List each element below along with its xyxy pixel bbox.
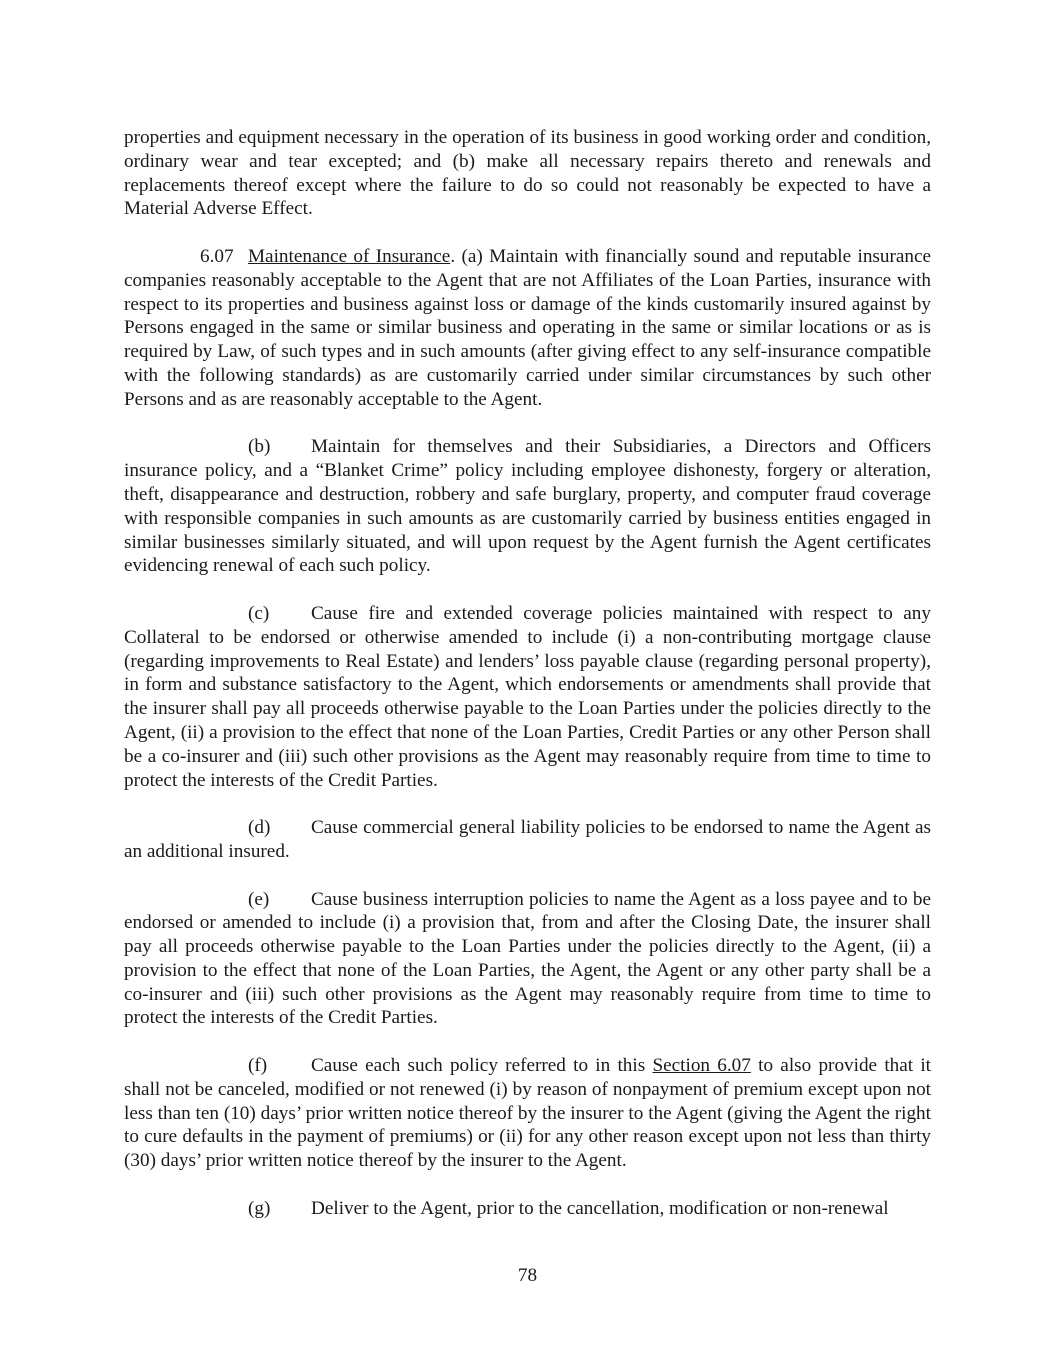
page-number: 78 bbox=[517, 1265, 538, 1286]
clause-text-continued: to also provide that it shall not be canceled, modified or not renewed (i) by reason of nonpayment of premium except upon not less than ten (10) days’ prior written notice thereof by the insurer to the Agent (giving the Agent the right to cure defaults in the payment of premiums) or (ii) for any other reason except upon not less than thirty (30) days’ prior written notice thereof by the insurer to the Agent. bbox=[124, 1055, 932, 1172]
clause-text: Cause each such policy referred to in this bbox=[311, 1055, 646, 1077]
clause-b-paragraph bbox=[124, 435, 931, 578]
clause-text: Cause business interruption policies to name the Agent as a loss payee and to be endorsed or amended to include (i) a provision that, from and after the Closing Date, the insurer shall pay all proceeds otherwise payable to the Loan Parties under the policies directly to the Agent, (ii) a provision to the effect that none of the Loan Parties, the Agent, the Agent or any other party shall be a co-insurer and (iii) such other provisions as the Agent may reasonably require from time to time to protect the interests of the Credit Parties. bbox=[124, 888, 931, 1029]
clause-label: (g) bbox=[248, 1197, 271, 1219]
section-number: 6.07 bbox=[200, 245, 234, 267]
clause-c-paragraph bbox=[124, 602, 931, 792]
section-title: Maintenance of Insurance bbox=[248, 245, 451, 267]
clause-text: Deliver to the Agent, prior to the cancellation, modification or non-renewal bbox=[311, 1197, 889, 1219]
clause-d-paragraph bbox=[124, 816, 931, 864]
clause-g-paragraph bbox=[124, 1197, 931, 1221]
clause-f-paragraph bbox=[124, 1054, 931, 1173]
clause-label: (e) bbox=[248, 888, 270, 910]
clause-text: Cause fire and extended coverage policies maintained with respect to any Collateral to be endorsed or otherwise amended to include (i) a non-contributing mortgage clause (regarding improvements to Real Estate) and lenders’ loss payable clause (regarding personal property), in form and substance satisfactory to the Agent, which endorsements or amendments shall provide that the insurer shall pay all proceeds otherwise payable to the Loan Parties under the policies directly to the Agent, (ii) a provision to the effect that none of the Loan Parties, Credit Parties or any other Person shall be a co-insurer and (iii) such other provisions as the Agent may reasonably require from time to time to protect the interests of the Credit Parties. bbox=[124, 602, 931, 791]
intro-paragraph: properties and equipment necessary in the operation of its business in good working order and condition, ordinary wear and tear excepted; and (b) make all necessary repairs thereto and renewals and replacements thereof except where the failure to do so could not reasonably be expected to have a Material Adverse Effect. bbox=[124, 127, 931, 220]
clause-label: (c) bbox=[248, 602, 270, 624]
document-page bbox=[124, 126, 931, 1221]
clause-label: (b) bbox=[248, 436, 271, 458]
section-6-07-paragraph: 6.07 Maintenance of Insurance. (a) Maintain with financially sound and reputable insurance companies reasonably acceptable to the Agent that are not Affiliates of the Loan Parties, insurance with respect to its properties and business against loss or damage of the kinds customarily insured against by Persons engaged in the same or similar business and operating in the same or similar locations or as is required by Law, of such types and in such amounts (after giving effect to any self-insurance compatible with the following standards) as are customarily carried under similar circumstances by such other Persons and as are reasonably acceptable to the Agent. bbox=[124, 245, 932, 410]
clause-text: Maintain for themselves and their Subsidiaries, a Directors and Officers insurance policy, and a “Blanket Crime” policy including employee dishonesty, forgery or alteration, theft, disappearance and destruction, robbery and safe burglary, property, and computer fraud coverage with responsible companies in such amounts as are customarily carried by business entities engaged in similar businesses similarly situated, and will upon request by the Agent furnish the Agent certificates evidencing renewal of each such policy. bbox=[124, 436, 931, 577]
clause-text: Cause commercial general liability policies to be endorsed to name the Agent as an additional insured. bbox=[124, 817, 931, 862]
clause-label: (f) bbox=[248, 1055, 268, 1077]
section-6-07-reference: Section 6.07 bbox=[652, 1055, 751, 1077]
section-body: (a) Maintain with financially sound and reputable insurance companies reasonably acceptable to the Agent that are not Affiliates of the Loan Parties, insurance with respect to its properties and business against loss or damage of the kinds customarily insured against by Persons engaged in the same or similar business and operating in the same or similar locations or as is required by Law, of such types and in such amounts (after giving effect to any self-insurance compatible with the following standards) as are customarily carried under similar circumstances by such other Persons and as are reasonably acceptable to the Agent. bbox=[124, 245, 932, 410]
clause-label: (d) bbox=[248, 817, 271, 839]
clause-e-paragraph bbox=[124, 888, 931, 1031]
